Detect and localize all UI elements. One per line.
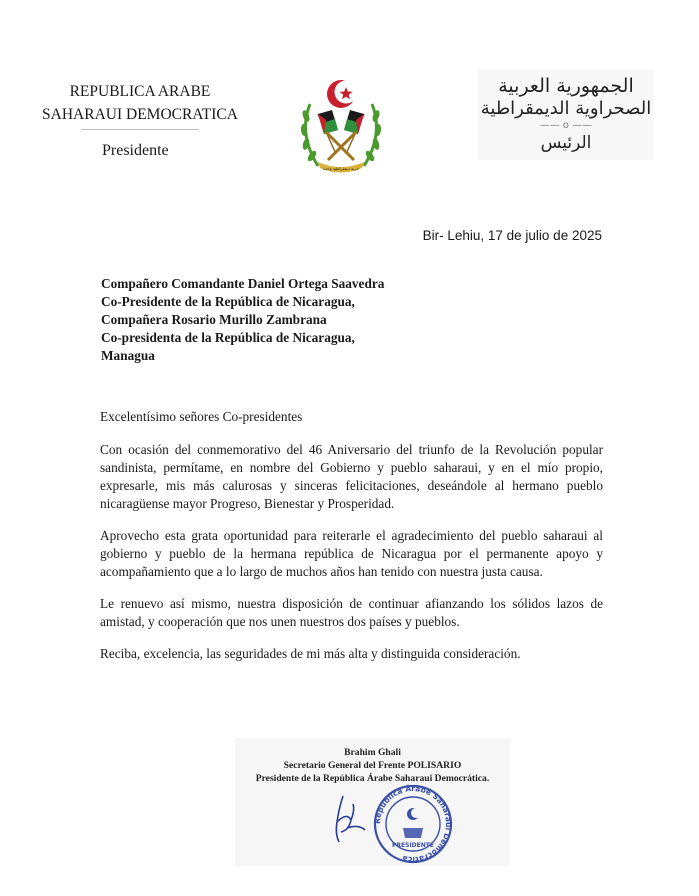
paragraph: Aprovecho esta grata oportunidad para reiterarle el agradecimiento del pueblo saharaui al gobierno y pueblo de la hermana república de Nicaragua por el permanente apoyo y acompañamiento que a lo largo de muchos años han tenido con nuestra justa causa.: [100, 528, 603, 579]
letterhead-line2: SAHARAUI DEMOCRATICA: [42, 106, 238, 123]
recipient-line: Managua: [101, 348, 155, 363]
svg-text:República Árabe Saharaui Democ: [373, 784, 453, 864]
arabic-line2: الصحراوية الديمقراطية: [480, 98, 652, 119]
signatory-role-2: Presidente de la República Árabe Saharaui Democrática.: [255, 773, 490, 784]
stamp-center-text: PRESIDENTE: [392, 842, 434, 849]
letterhead-title: Presidente: [102, 142, 169, 159]
recipient-block: [101, 275, 384, 365]
paragraph: Le renuevo así mismo, nuestra disposición de continuar afianzando los sólidos lazos de amistad, y cooperación que nos unen nuestros dos países y pueblos.: [100, 596, 603, 629]
recipient-line: Compañero Comandante Daniel Ortega Saavedra: [101, 276, 385, 291]
letterhead-line1: REPUBLICA ARABE: [69, 83, 211, 100]
letterhead-arabic: [478, 70, 654, 160]
svg-text:حرية ديمقراطية وحدة: حرية ديمقراطية وحدة: [322, 166, 360, 171]
signatory-name: Brahim Ghali: [344, 747, 401, 758]
recipient-line: Compañera Rosario Murillo Zambrana: [101, 312, 327, 327]
arabic-title: الرئيس: [540, 133, 592, 153]
coat-of-arms-icon: [296, 74, 386, 178]
arabic-line1: الجمهورية العربية: [498, 75, 634, 97]
handwritten-signature-icon: [336, 796, 365, 842]
signature-block: [235, 738, 510, 866]
signatory-role-1: Secretario General del Frente POLISARIO: [283, 760, 462, 771]
signature-text: [235, 746, 510, 785]
paragraph: Con ocasión del conmemorativo del 46 Aniversario del triunfo de la Revolución popular sandinista, permítame, en nombre del Gobierno y pueblo saharaui, y en el mío propio, expresarle, mis más calurosas y sinceras felicitaciones, deseándole al hermano pueblo nicaragüense mayor Progreso, Bienestar y Prosperidad.: [100, 442, 603, 511]
paragraph: Reciba, excelencia, las seguridades de mi más alta y distinguida consideración.: [100, 646, 521, 661]
recipient-line: Co-presidenta de la República de Nicaragua,: [101, 330, 355, 345]
date-line: Bir- Lehiu, 17 de julio de 2025: [422, 228, 602, 243]
letter-body: [100, 408, 603, 677]
official-stamp-icon: [373, 784, 453, 864]
letterhead-left: [20, 80, 260, 130]
stamp-ring-text: República Árabe Saharaui Democrática: [372, 783, 454, 865]
arabic-ornament: —— o ——: [539, 120, 593, 131]
letterhead-divider: [81, 129, 199, 130]
recipient-line: Co-Presidente de la República de Nicaragua,: [101, 294, 355, 309]
salutation: Excelentísimo señores Co-presidentes: [100, 409, 303, 424]
